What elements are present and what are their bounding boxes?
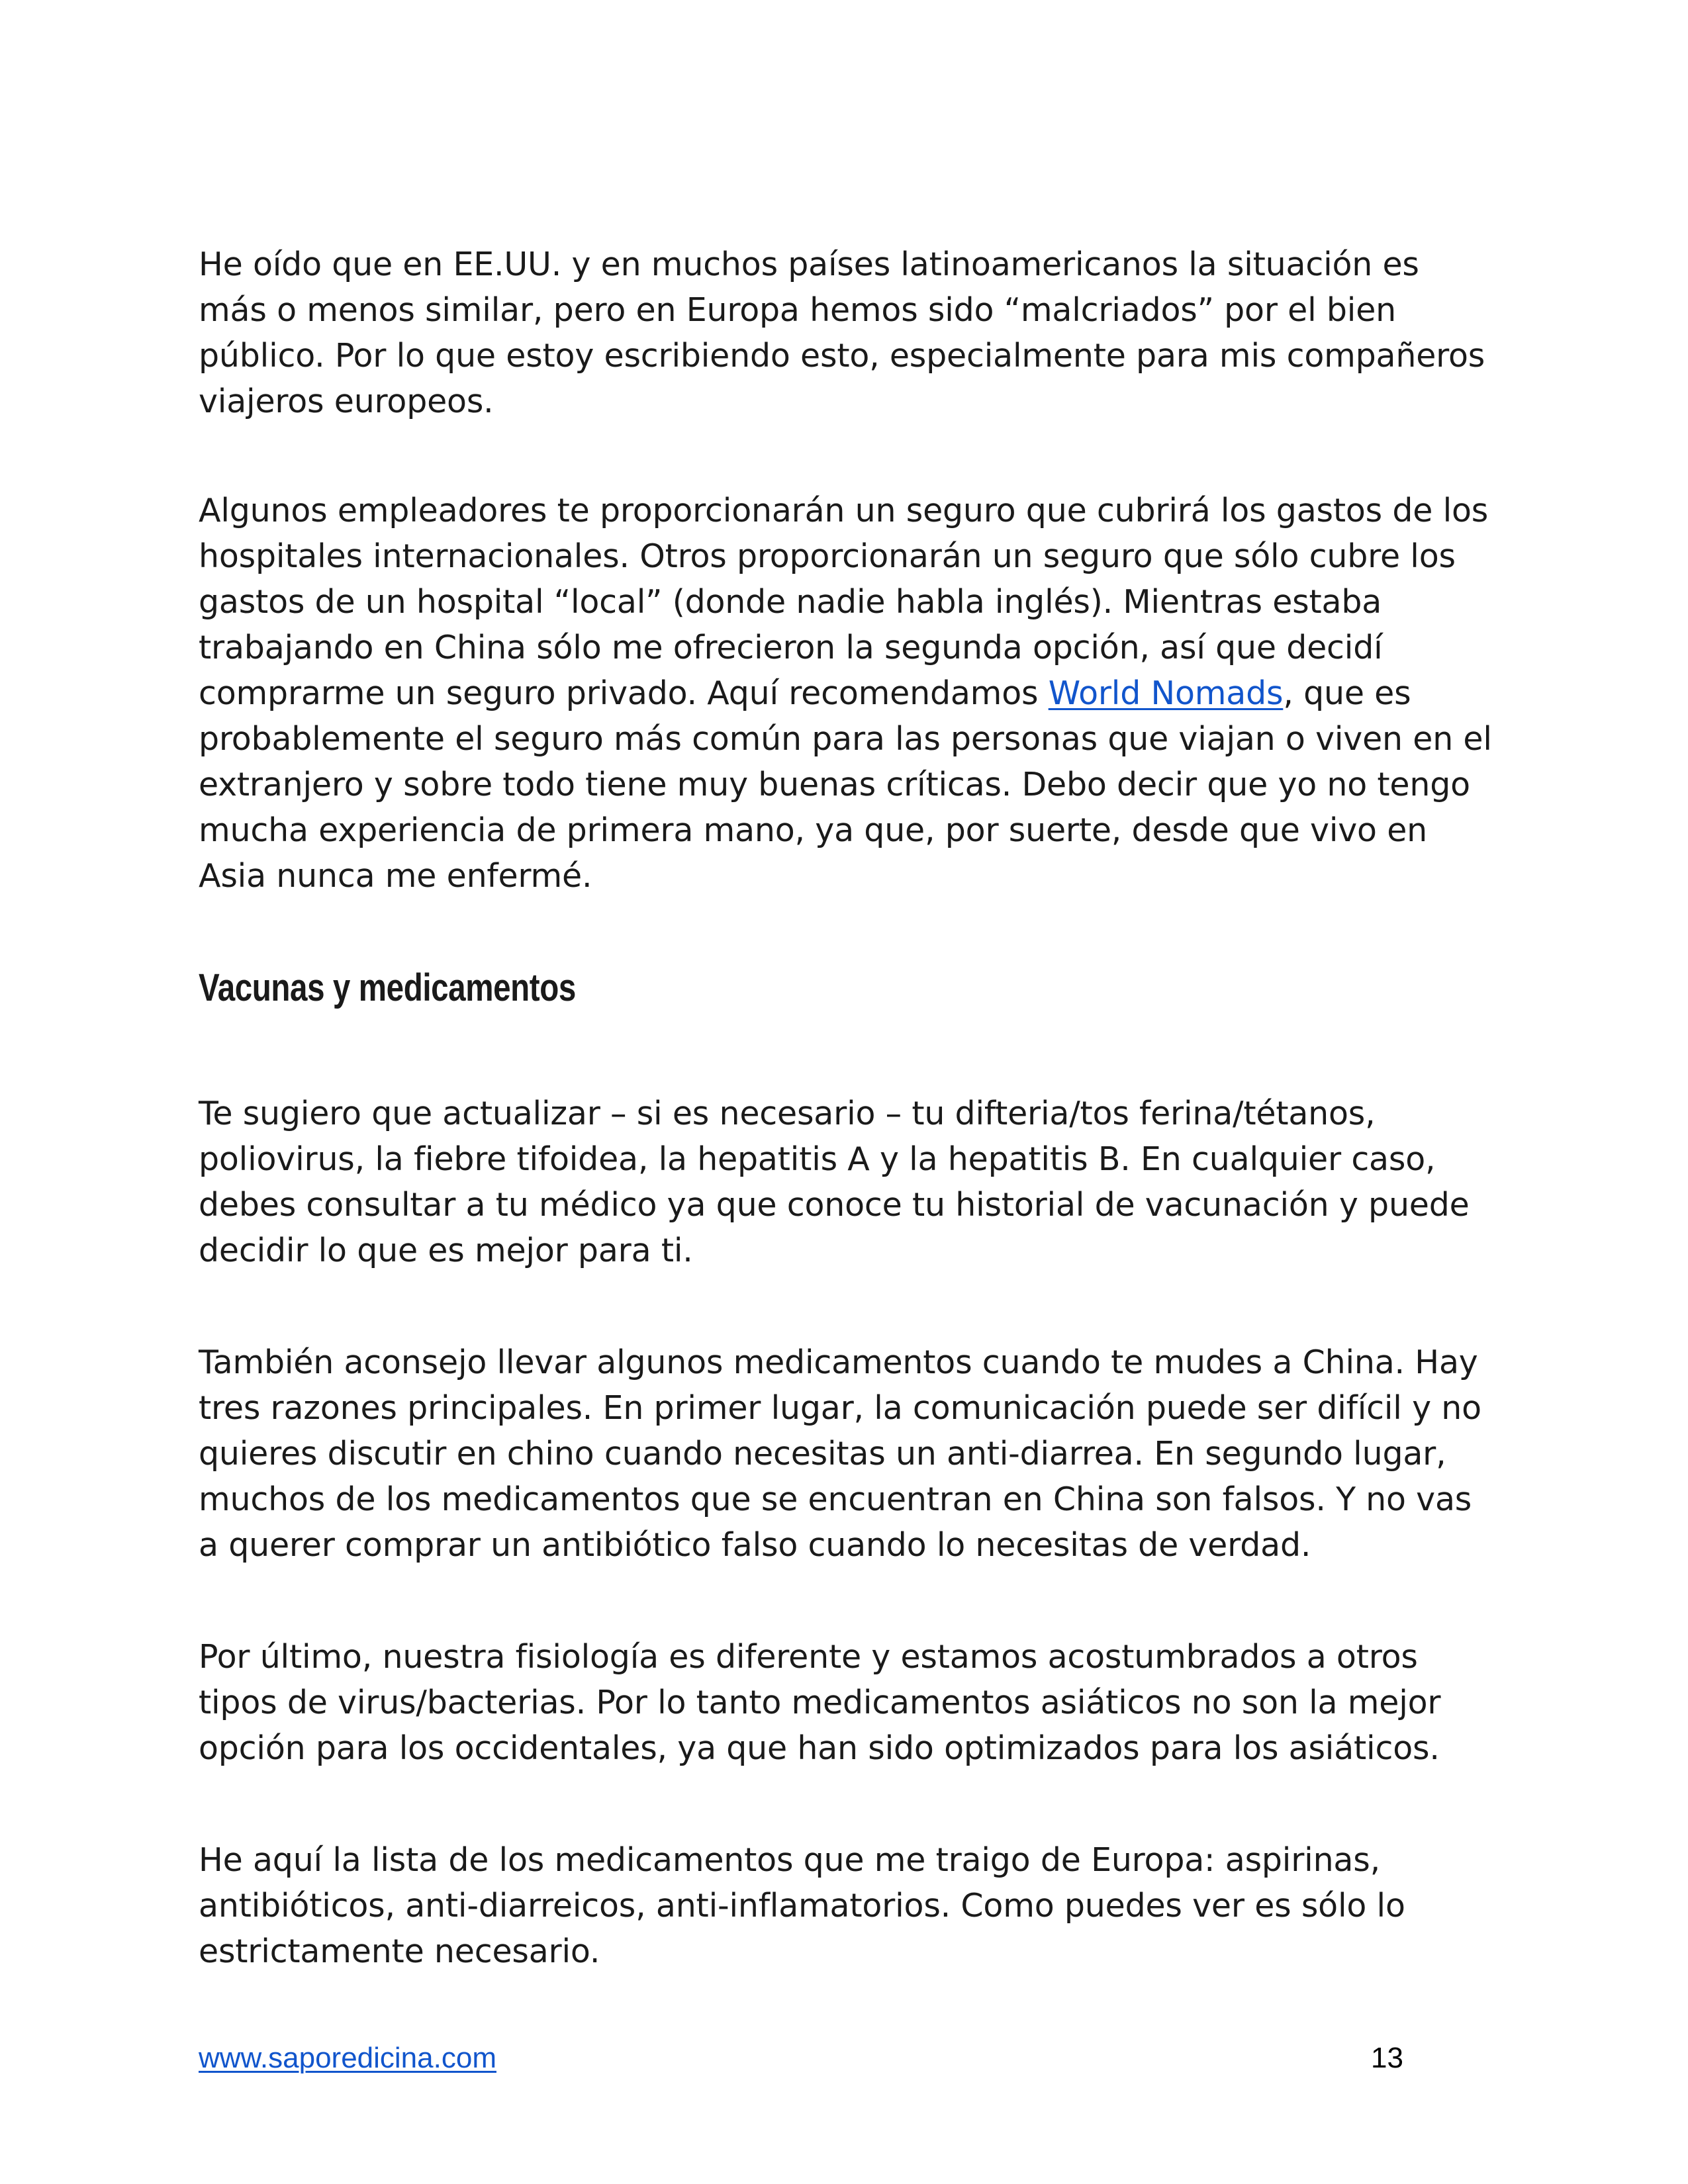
document-body [199,242,1496,1974]
paragraph-medication-list: He aquí la lista de los medicamentos que me traigo de Europa: aspirinas, antibióticos, anti-diarreicos, anti-inflamatorios. Como puedes ver es sólo lo estrictamente necesario. [199,1841,1405,1970]
paragraph-medications-reasons: También aconsejo llevar algunos medicamentos cuando te mudes a China. Hay tres razones principales. En primer lugar, la comunicación puede ser difícil y no quieres discutir en chino cuando necesitas un anti-diarrea. En segundo lugar, muchos de los medicamentos que se encuentran en China son falsos. Y no vas a querer comprar un antibiótico falso cuando lo necesitas de verdad. [199,1343,1481,1564]
paragraph-insurance-details [199,488,1496,899]
paragraph-physiology: Por último, nuestra fisiología es diferente y estamos acostumbrados a otros tipos de virus/bacterias. Por lo tanto medicamentos asiáticos no son la mejor opción para los occidentales, ya que han sido optimizados para los asiáticos. [199,1638,1441,1767]
paragraph-vaccines: Te sugiero que actualizar – si es necesario – tu difteria/tos ferina/tétanos, poliovirus, la fiebre tifoidea, la hepatitis A y la hepatitis B. En cualquier caso, debes consultar a tu médico ya que conoce tu historial de vacunación y puede decidir lo que es mejor para ti. [199,1095,1470,1269]
section-heading-vaccines: Vacunas y medicamentos [199,966,576,1009]
paragraph-text: , que es probablemente el seguro más común para las personas que viajan o viven en el extranjero y sobre todo tiene muy buenas críticas. Debo decir que yo no tengo mucha experiencia de primera mano, ya que, por suerte, desde que vivo en Asia nunca me enfermé. [199,674,1492,895]
page-footer [199,2038,1403,2078]
website-link[interactable]: www.saporedicina.com [199,2042,496,2074]
paragraph-insurance-intro: He oído que en EE.UU. y en muchos países latinoamericanos la situación es más o menos similar, pero en Europa hemos sido “malcriados” por el bien público. Por lo que estoy escribiendo esto, especialmente para mis compañeros viajeros europeos. [199,246,1485,420]
world-nomads-link[interactable]: World Nomads [1048,674,1284,712]
paragraph-text: Algunos empleadores te proporcionarán un seguro que cubrirá los gastos de los hospitales internacionales. Otros proporcionarán un seguro que sólo cubre los gastos de un hospital “local” (donde nadie habla inglés). Mientras estaba trabajando en China sólo me ofrecieron la segunda opción, así que decidí comprarme un seguro privado. Aquí recomendamos [199,492,1489,712]
page-number: 13 [1371,2042,1403,2074]
